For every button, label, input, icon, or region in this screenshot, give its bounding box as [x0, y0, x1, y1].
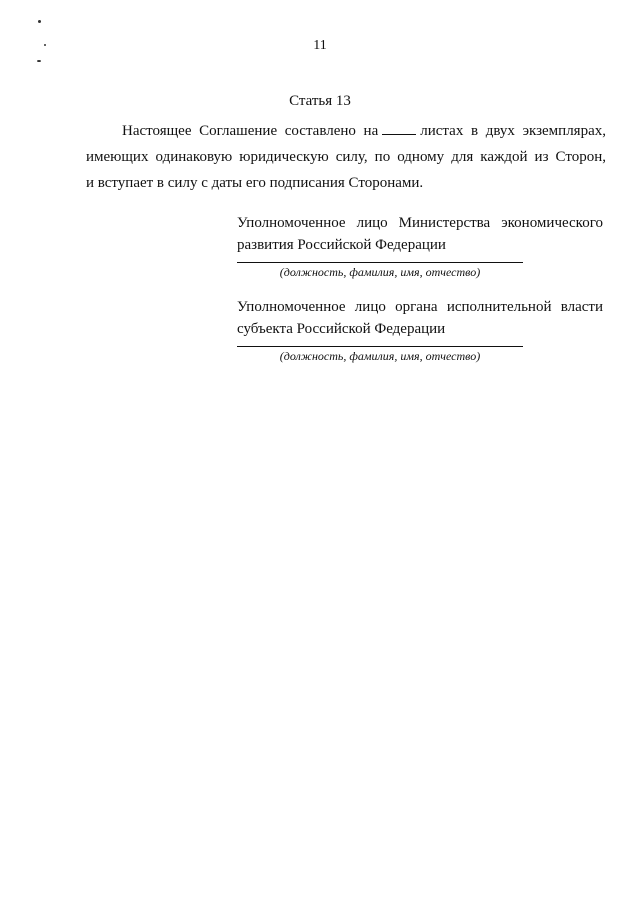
- page-number: 11: [313, 38, 327, 53]
- scan-speck: [38, 20, 41, 23]
- signature-block-region: [237, 296, 603, 364]
- signature-line: [237, 262, 523, 263]
- paragraph-text: листах в двух экземплярах,: [420, 123, 606, 139]
- signature-heading-line: Уполномоченное лицо Министерства экономического: [237, 215, 603, 231]
- signature-heading-line: развития Российской Федерации: [237, 237, 446, 253]
- paragraph-line: имеющих одинаковую юридическую силу, по одному для каждой из Сторон,: [86, 149, 606, 165]
- signature-line: [237, 346, 523, 347]
- signature-caption: (должность, фамилия, имя, отчество): [279, 265, 481, 279]
- sheet-count-blank: [382, 122, 416, 135]
- signature-block-ministry: [237, 212, 603, 280]
- scan-speck: [37, 60, 41, 62]
- article-title: Статья 13: [289, 93, 351, 109]
- signature-heading: [237, 212, 603, 256]
- paragraph-line: [86, 118, 606, 144]
- signature-caption: (должность, фамилия, имя, отчество): [279, 349, 481, 363]
- agreement-paragraph: [86, 118, 606, 196]
- paragraph-line: и вступает в силу с даты его подписания Сторонами.: [86, 175, 424, 191]
- signature-heading-line: Уполномоченное лицо органа исполнительной власти: [237, 299, 603, 315]
- paragraph-text: Настоящее Соглашение составлено на: [122, 123, 379, 139]
- signature-heading-line: субъекта Российской Федерации: [237, 321, 446, 337]
- signature-heading: [237, 296, 603, 340]
